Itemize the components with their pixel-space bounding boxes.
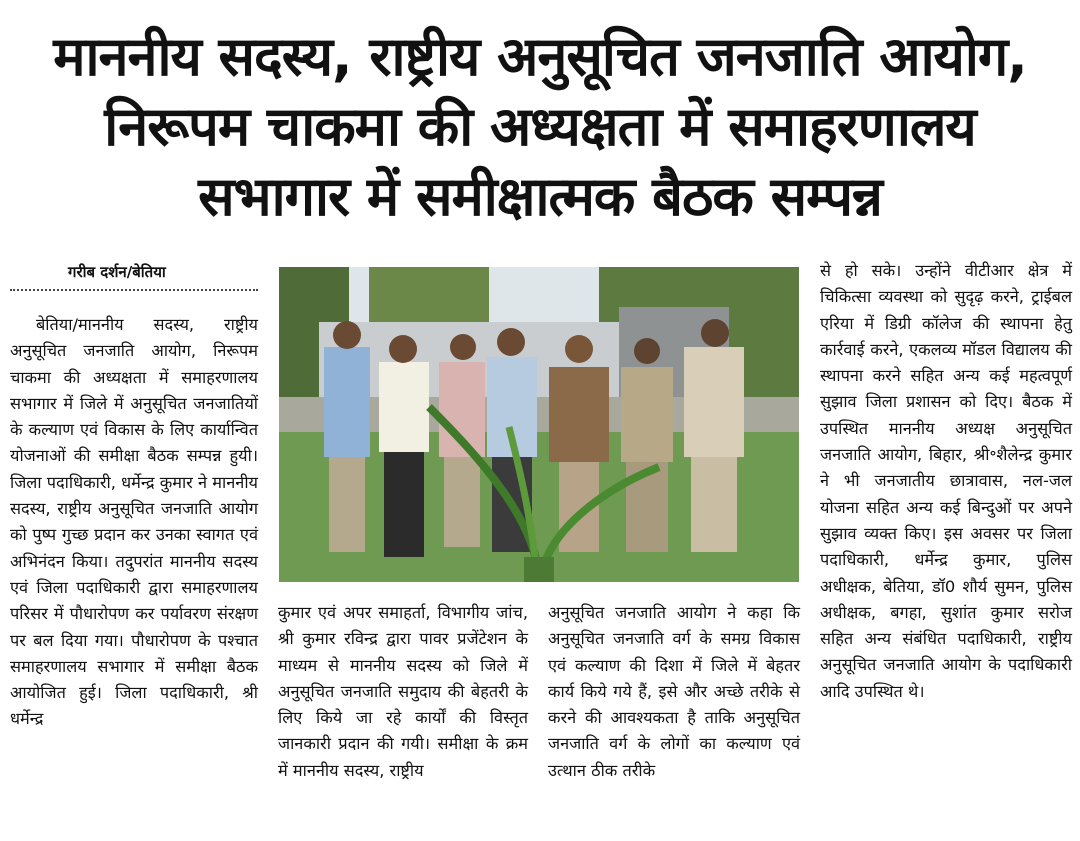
article-column-1 [10, 312, 258, 733]
column-1-text: बेतिया/माननीय सदस्य, राष्ट्रीय अनुसूचित जनजाति आयोग, निरूपम चाकमा की अध्यक्षता में समाहरणालय सभागार में जिले में अनुसूचित जनजातियों के कल्याण एवं विकास के लिए कार्यान्वित योजनाओं की समीक्षा बैठक सम्पन्न हुयी। जिला पदाधिकारी, धर्मेन्द्र कुमार ने माननीय सदस्य, राष्ट्रीय अनुसूचित जनजाति आयोग को पुष्प गुच्छ प्रदान कर उनका स्वागत एवं अभिनंदन किया। तदुपरांत माननीय सदस्य एवं जिला पदाधिकारी द्वारा समाहरणालय परिसर में पौधारोपण कर पर्यावरण संरक्षण पर बल दिया गया। पौधारोपण के पश्चात समाहरणालय सभागार में समीक्षा बैठक आयोजित हुई। जिला पदाधिकारी, श्री धर्मेन्द्र [10, 315, 258, 729]
byline: गरीब दर्शन/बेतिया [68, 263, 166, 281]
column-4-text: से हो सके। उन्होंने वीटीआर क्षेत्र में चिकित्सा व्यवस्था को सुदृढ़ करने, ट्राईबल एरिया में डिग्री कॉलेज की स्थापना हेतु कार्रवाई करने, एकलव्य मॉडल विद्यालय की स्थापना करने सहित अन्य कई महत्वपूर्ण सुझाव जिला प्रशासन को दिए। बैठक में उपस्थित माननीय अध्यक्ष अनुसूचित जनजाति आयोग, बिहार, श्री॰शैलेन्द्र कुमार ने भी जनजातीय छात्रावास, नल-जल योजना सहित अन्य कई बिन्दुओं पर अपने सुझाव व्यक्त किए। इस अवसर पर जिला पदाधिकारी, धर्मेन्द्र कुमार, पुलिस अधीक्षक, बेतिया, डॉ0 शौर्य सुमन, पुलिस अधीक्षक, बगहा, सुशांत कुमार सरोज सहित अन्य संबंधित पदाधिकारी, राष्ट्रीय अनुसूचित जनजाति आयोग के पदाधिकारी आदि उपस्थित थे। [820, 261, 1072, 701]
dotted-divider [10, 289, 258, 291]
headline-line-2: निरूपम चाकमा की अध्यक्षता में समाहरणालय [104, 95, 976, 158]
news-photo [279, 267, 799, 582]
column-3-text: अनुसूचित जनजाति आयोग ने कहा कि अनुसूचित जनजाति वर्ग के समग्र विकास एवं कल्याण की दिशा में जिले में बेहतर कार्य किये गये हैं, इसे और अच्छे तरीके से करने की आवश्यकता है ताकि अनुसूचित जनजाति वर्ग के लोगों का कल्याण एवं उत्थान ठीक तरीके [548, 603, 800, 780]
photo-illustration [279, 267, 799, 582]
column-2-text: कुमार एवं अपर समाहर्ता, विभागीय जांच, श्री कुमार रविन्द्र द्वारा पावर प्रजेंटेशन के माध्यम से माननीय सदस्य को जिले में अनुसूचित जनजाति समुदाय की बेहतरी के लिए किये जा रहे कार्यों की विस्तृत जानकारी प्रदान की गयी। समीक्षा के क्रम में माननीय सदस्य, राष्ट्रीय [278, 603, 528, 780]
article-column-3 [548, 600, 800, 784]
headline [0, 22, 1080, 232]
article-column-4 [820, 258, 1072, 705]
article-column-2 [278, 600, 528, 784]
headline-line-1: माननीय सदस्य, राष्ट्रीय अनुसूचित जनजाति आयोग, [53, 25, 1027, 88]
headline-line-3: सभागार में समीक्षात्मक बैठक सम्पन्न [198, 165, 882, 228]
